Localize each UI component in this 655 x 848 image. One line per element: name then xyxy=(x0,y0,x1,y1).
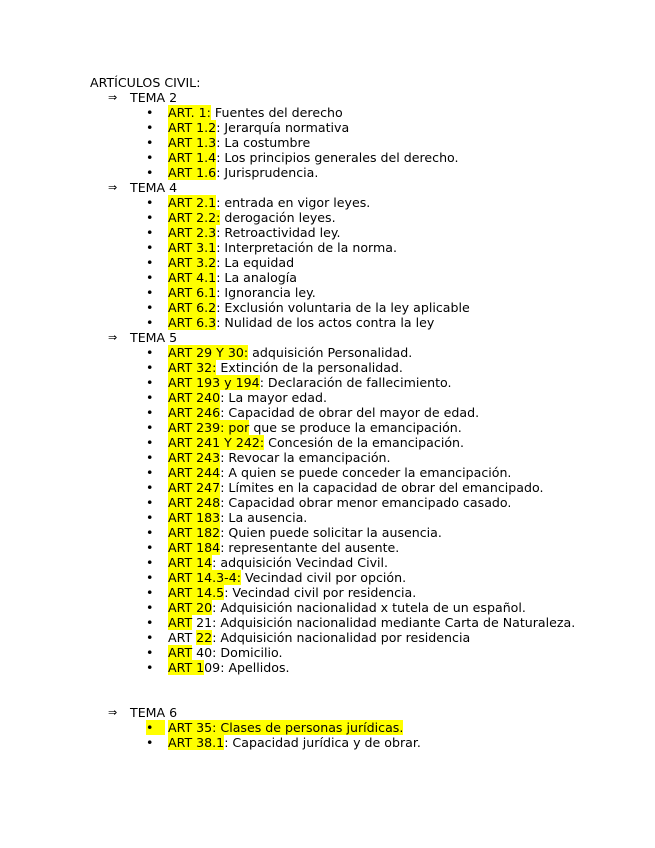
highlighted-text: 22 xyxy=(196,630,213,645)
highlighted-text: ART 1.6 xyxy=(168,165,217,180)
article-item xyxy=(90,630,630,645)
article-item xyxy=(90,615,630,630)
item-text: derogación leyes. xyxy=(220,210,336,225)
highlighted-text: ART 35: Clases de personas jurídicas. xyxy=(168,720,404,735)
article-item xyxy=(90,600,630,615)
bullet-icon: • xyxy=(146,420,154,435)
highlighted-text: ART 2.2: xyxy=(168,210,221,225)
article-item xyxy=(90,720,630,735)
highlighted-text: ART 14.3-4: xyxy=(168,570,241,585)
article-item xyxy=(90,135,630,150)
bullet-icon: • xyxy=(146,585,154,600)
bullet-icon: • xyxy=(146,135,154,150)
item-text: : Interpretación de la norma. xyxy=(216,240,398,255)
document-body xyxy=(90,75,630,750)
highlighted-text: ART 29 Y 30: xyxy=(168,345,249,360)
bullet-icon: • xyxy=(146,345,154,360)
bullet-icon: • xyxy=(146,285,154,300)
article-item xyxy=(90,375,630,390)
highlighted-text: ART 241 Y 242: xyxy=(168,435,265,450)
tema-label: TEMA 4 xyxy=(130,180,178,195)
item-text: : Adquisición nacionalidad por residencia xyxy=(212,630,471,645)
bullet-icon: • xyxy=(146,150,154,165)
highlighted-text: ART 2.3 xyxy=(168,225,217,240)
highlighted-text: ART 1.4 xyxy=(168,150,217,165)
tema-section xyxy=(90,180,630,330)
article-item xyxy=(90,525,630,540)
article-item xyxy=(90,645,630,660)
article-item xyxy=(90,480,630,495)
article-item xyxy=(90,435,630,450)
highlighted-text: ART 247 xyxy=(168,480,221,495)
item-text: : Retroactividad ley. xyxy=(216,225,341,240)
bullet-icon: • xyxy=(146,480,154,495)
article-item xyxy=(90,165,630,180)
bullet-icon: • xyxy=(146,525,154,540)
highlighted-text: ART 243 xyxy=(168,450,221,465)
article-list xyxy=(90,345,630,675)
article-item xyxy=(90,150,630,165)
item-text: : La costumbre xyxy=(216,135,311,150)
highlighted-text: ART 4.1 xyxy=(168,270,217,285)
document-title: ARTÍCULOS CIVIL: xyxy=(90,75,201,90)
article-list xyxy=(90,195,630,330)
bullet-icon: • xyxy=(146,660,154,675)
article-item xyxy=(90,105,630,120)
bullet-icon: • xyxy=(146,570,154,585)
blank-gap xyxy=(90,675,630,705)
bullet-icon: • xyxy=(146,495,154,510)
article-item xyxy=(90,585,630,600)
article-item xyxy=(90,390,630,405)
highlighted-text: ART 244 xyxy=(168,465,221,480)
item-text: adquisición Personalidad. xyxy=(248,345,413,360)
item-text: 21: Adquisición nacionalidad mediante Carta de Naturaleza. xyxy=(192,615,576,630)
highlighted-text: ART 14 xyxy=(168,555,213,570)
item-text: ART xyxy=(168,630,197,645)
highlighted-text: ART 183 xyxy=(168,510,221,525)
arrow-bullet-icon: ⇒ xyxy=(108,91,118,104)
item-text: : La equidad xyxy=(216,255,295,270)
item-text: : Ignorancia ley. xyxy=(216,285,316,300)
bullet-icon: • xyxy=(146,165,154,180)
article-item xyxy=(90,570,630,585)
highlighted-text: ART xyxy=(168,645,193,660)
highlighted-text: ART 1 xyxy=(168,660,205,675)
article-item xyxy=(90,210,630,225)
article-item xyxy=(90,360,630,375)
bullet-icon: • xyxy=(146,255,154,270)
bullet-icon: • xyxy=(146,435,154,450)
highlighted-text: ART 3.1 xyxy=(168,240,217,255)
bullet-icon: • xyxy=(146,360,154,375)
bullet-icon: • xyxy=(146,645,154,660)
highlighted-text: ART 1.3 xyxy=(168,135,217,150)
tema-heading xyxy=(90,705,630,720)
item-text: : Revocar la emancipación. xyxy=(220,450,391,465)
tema-label: TEMA 5 xyxy=(130,330,178,345)
item-text: que se produce la emancipación. xyxy=(249,420,462,435)
item-text: Concesión de la emancipación. xyxy=(264,435,465,450)
item-text: : Exclusión voluntaria de la ley aplicable xyxy=(216,300,470,315)
article-item xyxy=(90,540,630,555)
article-item xyxy=(90,270,630,285)
article-item xyxy=(90,420,630,435)
item-text: : Límites en la capacidad de obrar del emancipado. xyxy=(220,480,544,495)
item-text: : Adquisición nacionalidad x tutela de un español. xyxy=(212,600,526,615)
item-text: : representante del ausente. xyxy=(220,540,400,555)
highlighted-text: ART 14.5 xyxy=(168,585,225,600)
bullet-icon: • xyxy=(146,555,154,570)
item-text: : A quien se puede conceder la emancipación. xyxy=(220,465,512,480)
article-item xyxy=(90,450,630,465)
arrow-bullet-icon: ⇒ xyxy=(108,706,118,719)
highlighted-text: ART 38.1 xyxy=(168,735,225,750)
item-text: : Declaración de fallecimiento. xyxy=(259,375,452,390)
highlighted-text: ART 6.2 xyxy=(168,300,217,315)
bullet-icon: • xyxy=(146,105,154,120)
bullet-icon: • xyxy=(146,375,154,390)
bullet-icon: • xyxy=(146,450,154,465)
tema-label: TEMA 2 xyxy=(130,90,178,105)
article-item xyxy=(90,285,630,300)
article-item xyxy=(90,465,630,480)
article-item xyxy=(90,195,630,210)
article-list xyxy=(90,720,630,750)
bullet-icon: • xyxy=(146,240,154,255)
item-text: Extinción de la personalidad. xyxy=(216,360,403,375)
highlighted-text: ART 246 xyxy=(168,405,221,420)
item-text: : Quien puede solicitar la ausencia. xyxy=(220,525,442,540)
bullet-icon: • xyxy=(146,720,165,735)
item-text: : Jurisprudencia. xyxy=(216,165,319,180)
item-text: Vecindad civil por opción. xyxy=(241,570,407,585)
item-text: : Capacidad de obrar del mayor de edad. xyxy=(220,405,480,420)
highlighted-text: ART xyxy=(168,615,193,630)
arrow-bullet-icon: ⇒ xyxy=(108,331,118,344)
article-item xyxy=(90,240,630,255)
bullet-icon: • xyxy=(146,390,154,405)
bullet-icon: • xyxy=(146,735,154,750)
item-text: : Los principios generales del derecho. xyxy=(216,150,459,165)
item-text: : Jerarquía normativa xyxy=(216,120,350,135)
article-item xyxy=(90,735,630,750)
bullet-icon: • xyxy=(146,630,154,645)
bullet-icon: • xyxy=(146,300,154,315)
item-text: 40: Domicilio. xyxy=(192,645,283,660)
arrow-bullet-icon: ⇒ xyxy=(108,181,118,194)
article-item xyxy=(90,300,630,315)
item-text: : La ausencia. xyxy=(220,510,308,525)
highlighted-text: ART 2.1 xyxy=(168,195,217,210)
article-item xyxy=(90,120,630,135)
highlighted-text: ART 6.1 xyxy=(168,285,217,300)
tema-section xyxy=(90,90,630,180)
article-item xyxy=(90,315,630,330)
bullet-icon: • xyxy=(146,465,154,480)
bullet-icon: • xyxy=(146,270,154,285)
tema-label: TEMA 6 xyxy=(130,705,178,720)
article-item xyxy=(90,345,630,360)
highlighted-text: ART 3.2 xyxy=(168,255,217,270)
item-text: : Capacidad jurídica y de obrar. xyxy=(224,735,421,750)
bullet-icon: • xyxy=(146,210,154,225)
tema-heading xyxy=(90,180,630,195)
highlighted-text: ART 182 xyxy=(168,525,221,540)
highlighted-text: ART 248 xyxy=(168,495,221,510)
item-text: : entrada en vigor leyes. xyxy=(216,195,371,210)
bullet-icon: • xyxy=(146,225,154,240)
tema-heading xyxy=(90,90,630,105)
item-text: : Capacidad obrar menor emancipado casado. xyxy=(220,495,512,510)
highlighted-text: ART 193 y 194 xyxy=(168,375,260,390)
bullet-icon: • xyxy=(146,315,154,330)
item-text: : Nulidad de los actos contra la ley xyxy=(216,315,435,330)
highlighted-text: ART. 1: xyxy=(168,105,211,120)
article-item xyxy=(90,255,630,270)
bullet-icon: • xyxy=(146,540,154,555)
article-item xyxy=(90,660,630,675)
highlighted-text: ART 6.3 xyxy=(168,315,217,330)
tema-heading xyxy=(90,330,630,345)
bullet-icon: • xyxy=(146,600,154,615)
highlighted-text: ART 1.2 xyxy=(168,120,217,135)
item-text: : adquisición Vecindad Civil. xyxy=(212,555,389,570)
tema-list xyxy=(90,90,630,750)
article-item xyxy=(90,555,630,570)
item-text: : La mayor edad. xyxy=(220,390,327,405)
highlighted-text: ART 239: por xyxy=(168,420,250,435)
highlighted-text: ART 240 xyxy=(168,390,221,405)
article-item xyxy=(90,495,630,510)
article-item xyxy=(90,405,630,420)
article-item xyxy=(90,225,630,240)
item-text: : Vecindad civil por residencia. xyxy=(224,585,417,600)
article-list xyxy=(90,105,630,180)
item-text: : La analogía xyxy=(216,270,298,285)
highlighted-text: ART 32: xyxy=(168,360,217,375)
item-text: Fuentes del derecho xyxy=(210,105,343,120)
tema-section xyxy=(90,330,630,675)
bullet-icon: • xyxy=(146,405,154,420)
article-item xyxy=(90,510,630,525)
bullet-icon: • xyxy=(146,510,154,525)
item-text: 09: Apellidos. xyxy=(204,660,290,675)
highlighted-text: ART 20 xyxy=(168,600,213,615)
tema-section xyxy=(90,705,630,750)
bullet-icon: • xyxy=(146,195,154,210)
bullet-icon: • xyxy=(146,120,154,135)
bullet-icon: • xyxy=(146,615,154,630)
highlighted-text: ART 184 xyxy=(168,540,221,555)
